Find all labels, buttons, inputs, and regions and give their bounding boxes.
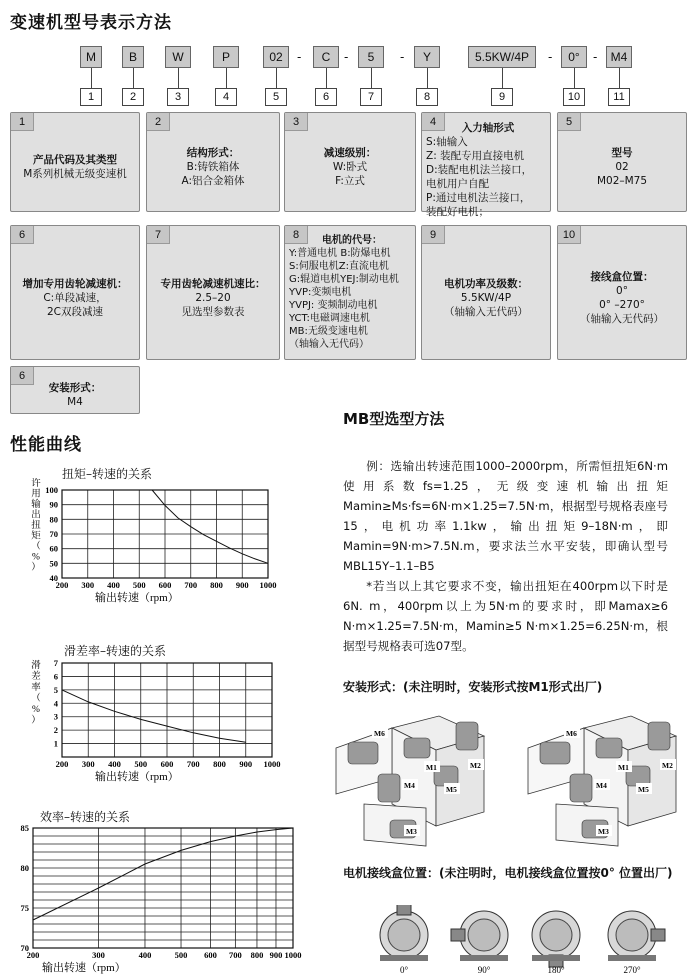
motor-front-view-icon (380, 905, 428, 961)
motor-front-view-icon (532, 911, 580, 967)
card-line: 2C双段减速 (46, 305, 103, 318)
x-tick-label: 200 (26, 950, 40, 960)
slip-chart-title: 滑差率–转速的关系 (64, 644, 167, 658)
y-axis-label: 许用输出扭矩（%） (31, 479, 41, 573)
motor-base (608, 955, 656, 961)
connector-line (226, 68, 227, 88)
code-card-9 (421, 225, 551, 360)
motor-front-view-icon (608, 911, 665, 961)
y-tick-label: 50 (49, 558, 58, 569)
code-card-7 (146, 225, 280, 360)
gear-motor-icon (648, 722, 670, 750)
segment-number: 9 (491, 88, 513, 106)
x-tick-label: 800 (213, 759, 226, 769)
y-tick-label: 5 (53, 684, 58, 695)
terminal-box (451, 929, 465, 941)
segment-number: 5 (265, 88, 287, 106)
mount-label: M3 (598, 827, 609, 836)
segment-number: 3 (167, 88, 189, 106)
y-tick-label: 80 (20, 863, 29, 873)
x-tick-label: 300 (81, 580, 95, 590)
code-segment: W (165, 46, 191, 68)
y-tick-label: 80 (49, 514, 58, 525)
gear-motor-icon (378, 774, 400, 802)
terminal-angle-label: 180° (547, 965, 565, 975)
x-tick-label: 700 (186, 759, 200, 769)
card-line: M4 (67, 396, 83, 408)
code-dash: - (344, 50, 349, 64)
card-number: 7 (147, 226, 170, 244)
gear-motor-icon (540, 742, 570, 764)
card-title: 安装形式： (48, 382, 102, 394)
y-tick-label: 40 (49, 573, 58, 583)
slip-speed-chart (0, 656, 300, 796)
card-number: 1 (11, 113, 34, 131)
y-tick-label: 6 (53, 671, 58, 682)
mount-label: M3 (406, 827, 417, 836)
x-tick-label: 1000 (263, 759, 281, 769)
code-segment: C (313, 46, 339, 68)
card-line: M02–M75 (596, 175, 648, 187)
torque-speed-chart (0, 478, 300, 628)
card-line: 电机用户自配 (426, 178, 489, 190)
card-line: P:通过电机法兰接口， (426, 192, 531, 204)
card-number: 5 (558, 113, 581, 131)
performance-title: 性能曲线 (10, 435, 82, 455)
gear-motor-icon (404, 738, 430, 758)
x-tick-label: 500 (132, 580, 146, 590)
code-segment: 5.5KW/4P (468, 46, 536, 68)
card-number: 6 (11, 226, 34, 244)
card-line: Z: 装配专用直接电机 (426, 150, 525, 162)
code-segment: 5 (358, 46, 384, 68)
connector-line (619, 68, 620, 88)
card-title: 接线盒位置： (590, 270, 654, 283)
plot-frame (33, 828, 293, 948)
install-title: 安装形式：(未注明时，安装形式按M1形式出厂) (343, 680, 603, 694)
mount-label: M4 (596, 781, 607, 790)
mount-label: M4 (404, 781, 415, 790)
x-axis-label: 输出转速（rpm） (95, 771, 179, 783)
x-tick-label: 700 (184, 580, 198, 590)
motor-base (380, 955, 428, 961)
card-line: 5.5KW/4P (460, 291, 512, 304)
card-line: B:铸铁箱体 (186, 161, 240, 173)
code-card-6 (10, 225, 140, 360)
mount-label: M5 (446, 785, 457, 794)
connector-line (326, 68, 327, 88)
code-card-11 (10, 366, 140, 414)
code-card-4 (421, 112, 551, 218)
connector-line (371, 68, 372, 88)
code-card-5 (557, 112, 687, 212)
motor-fan-cover (540, 919, 572, 951)
segment-number: 11 (608, 88, 630, 106)
terminal-angle-label: 270° (623, 965, 641, 975)
code-card-8 (284, 225, 416, 360)
card-line: （轴输入无代码） (289, 339, 369, 350)
terminal-box-title: 电机接线盒位置：(未注明时，电机接线盒位置按0° 位置出厂) (343, 866, 673, 880)
code-dash: - (548, 50, 553, 64)
card-line: G:辊道电机YEJ:制动电机 (289, 274, 399, 285)
mount-label: M6 (374, 729, 385, 738)
x-tick-label: 1000 (259, 580, 277, 590)
y-tick-label: 4 (53, 698, 58, 709)
code-dash: - (593, 50, 598, 64)
torque-chart-title: 扭矩–转速的关系 (62, 467, 153, 481)
x-tick-label: 200 (55, 759, 69, 769)
connector-line (178, 68, 179, 88)
card-line: （轴输入无代码） (580, 312, 664, 325)
terminal-box-positions (360, 905, 680, 975)
series-line (62, 690, 246, 742)
code-segment: M (80, 46, 102, 68)
code-segment: 0° (561, 46, 587, 68)
terminal-angle-label: 90° (477, 965, 491, 975)
gear-motor-icon (456, 722, 478, 750)
card-line: 0° (616, 284, 628, 297)
terminal-box (397, 905, 411, 915)
connector-line (427, 68, 428, 88)
card-line: YCT:电磁调速电机 (289, 313, 370, 324)
segment-number: 6 (315, 88, 337, 106)
efficiency-speed-chart (0, 820, 310, 975)
x-tick-label: 600 (158, 580, 172, 590)
gear-motor-icon (348, 742, 378, 764)
motor-fan-cover (616, 919, 648, 951)
code-dash: - (297, 50, 302, 64)
card-number: 3 (285, 113, 308, 131)
motor-fan-cover (468, 919, 500, 951)
card-title: 入力轴形式 (461, 122, 515, 134)
gear-motor-icon (570, 774, 592, 802)
card-title: 型号 (611, 147, 633, 159)
card-line: YVP:变频电机 (289, 287, 352, 298)
x-tick-label: 400 (138, 950, 152, 960)
motor-front-view-icon (451, 911, 508, 961)
y-tick-label: 70 (20, 943, 29, 953)
mount-label: M1 (618, 763, 629, 772)
code-card-3 (284, 112, 416, 212)
card-number: 4 (422, 113, 445, 131)
mount-label: M5 (638, 785, 649, 794)
card-number: 8 (285, 226, 308, 244)
segment-number: 4 (215, 88, 237, 106)
card-line: （轴输入无代码） (444, 305, 528, 318)
motor-base (460, 955, 508, 961)
card-title: 结构形式： (186, 147, 240, 159)
code-segment: Y (414, 46, 440, 68)
x-tick-label: 400 (107, 580, 120, 590)
mb-note-paragraph: *若当以上其它要求不变，输出扭矩在400rpm以下时是6N. m，400rpm以上为5N·m的要求时，即Mamax≥6 N·m×1.25=7.5N·m，Mamin≥5 N·m×1.25=6.25N·m，根据型号规格表可选07型。 (343, 579, 668, 653)
mount-label: M2 (662, 761, 673, 770)
card-line: 见选型参数表 (181, 305, 245, 318)
connector-line (91, 68, 92, 88)
code-segment: B (122, 46, 144, 68)
card-title: 增加专用齿轮减速机： (22, 277, 128, 290)
card-title: 电机功率及级数： (444, 277, 528, 290)
card-line: 0° –270° (599, 298, 645, 311)
x-tick-label: 400 (108, 759, 121, 769)
card-line: W:卧式 (332, 161, 368, 173)
card-number: 10 (558, 226, 581, 244)
card-number: 6 (11, 367, 34, 385)
y-tick-label: 70 (49, 529, 58, 539)
mount-label: M6 (566, 729, 577, 738)
x-tick-label: 300 (81, 759, 95, 769)
card-line: A:铝合金箱体 (181, 175, 245, 187)
x-axis-label: 输出转速（rpm） (42, 962, 126, 974)
series-line (33, 828, 293, 920)
page-title: 变速机型号表示方法 (10, 13, 172, 33)
connector-line (133, 68, 134, 88)
y-tick-label: 85 (20, 823, 29, 833)
mounting-positions-diagram (330, 700, 694, 850)
y-tick-label: 90 (49, 499, 58, 510)
motor-fan-cover (388, 919, 420, 951)
x-tick-label: 700 (229, 950, 242, 960)
card-title: 电机的代号： (322, 235, 382, 246)
terminal-box (651, 929, 665, 941)
motor-base (532, 955, 580, 961)
segment-number: 1 (80, 88, 102, 106)
code-card-10 (557, 225, 687, 360)
segment-number: 8 (416, 88, 438, 106)
card-line: S:轴输入 (426, 136, 468, 148)
x-tick-label: 600 (160, 759, 174, 769)
efficiency-chart-title: 效率–转速的关系 (40, 810, 131, 824)
card-line: YVPJ: 变频制动电机 (289, 300, 378, 311)
code-segment: 02 (263, 46, 289, 68)
mb-example-paragraph: 例：选输出转速范围1000–2000rpm，所需恒扭矩6N·m使用系数fs=1.25，无级变速机输出扭矩Mamin≥Ms·fs=6N·m×1.25=7.5N·m，根据型号规格表座号15，电机功率1.1kw，输出扭矩9–18N·m，即Mamin=9N·m>7.5N.m，要求法兰水平安装，即确认型号MBL15Y–1.1–B5 (343, 459, 668, 573)
terminal-angle-label: 0° (399, 965, 409, 975)
mount-label: M1 (426, 763, 437, 772)
x-tick-label: 500 (174, 950, 188, 960)
card-line: 2.5–20 (195, 291, 231, 304)
x-tick-label: 1000 (284, 950, 302, 960)
gear-motor-icon (596, 738, 622, 758)
connector-line (574, 68, 575, 88)
code-segment: P (213, 46, 239, 68)
mount-label: M2 (470, 761, 481, 770)
card-line: C:单段减速， (43, 291, 107, 304)
mounting-cube (336, 716, 484, 846)
x-tick-label: 900 (269, 950, 283, 960)
card-line: Y:普通电机 B:防爆电机 (289, 248, 391, 259)
x-tick-label: 600 (204, 950, 217, 960)
x-tick-label: 900 (235, 580, 249, 590)
x-tick-label: 300 (92, 950, 105, 960)
connector-line (502, 68, 503, 88)
segment-number: 7 (360, 88, 382, 106)
card-line: 装配好电机； (426, 206, 489, 218)
card-line: D:装配电机法兰接口， (426, 164, 533, 176)
x-tick-label: 500 (134, 759, 148, 769)
card-number: 2 (147, 113, 170, 131)
connector-line (276, 68, 277, 88)
x-tick-label: 200 (55, 580, 69, 590)
code-dash: - (400, 50, 405, 64)
card-line: MB:无级变速电机 (289, 326, 368, 337)
card-title: 减速级别： (323, 147, 377, 159)
y-tick-label: 3 (53, 711, 58, 722)
card-title: 专用齿轮减速机速比： (160, 277, 266, 290)
y-tick-label: 75 (20, 903, 29, 913)
mounting-cube (528, 716, 676, 846)
card-line: F:立式 (335, 175, 365, 187)
card-line: 02 (615, 161, 629, 173)
y-tick-label: 100 (45, 485, 58, 495)
series-line (152, 490, 268, 563)
x-tick-label: 800 (250, 950, 264, 960)
x-tick-label: 900 (239, 759, 253, 769)
code-segment: M4 (606, 46, 632, 68)
y-axis-label: 滑差率（%） (31, 661, 41, 726)
card-line: S:伺服电机Z:直流电机 (289, 261, 389, 272)
y-tick-label: 60 (49, 543, 58, 554)
card-line: M系列机械无级变速机 (23, 168, 127, 180)
card-number: 9 (422, 226, 445, 244)
mb-title: MB型选型方法 (343, 410, 445, 428)
segment-number: 10 (563, 88, 585, 106)
code-card-2 (146, 112, 280, 212)
card-title: 产品代码及其类型 (33, 154, 117, 166)
y-tick-label: 7 (53, 658, 58, 668)
x-axis-label: 输出转速（rpm） (95, 592, 179, 604)
y-tick-label: 1 (53, 738, 58, 749)
code-card-1 (10, 112, 140, 212)
y-tick-label: 2 (53, 725, 58, 736)
segment-number: 2 (122, 88, 144, 106)
x-tick-label: 800 (210, 580, 223, 590)
